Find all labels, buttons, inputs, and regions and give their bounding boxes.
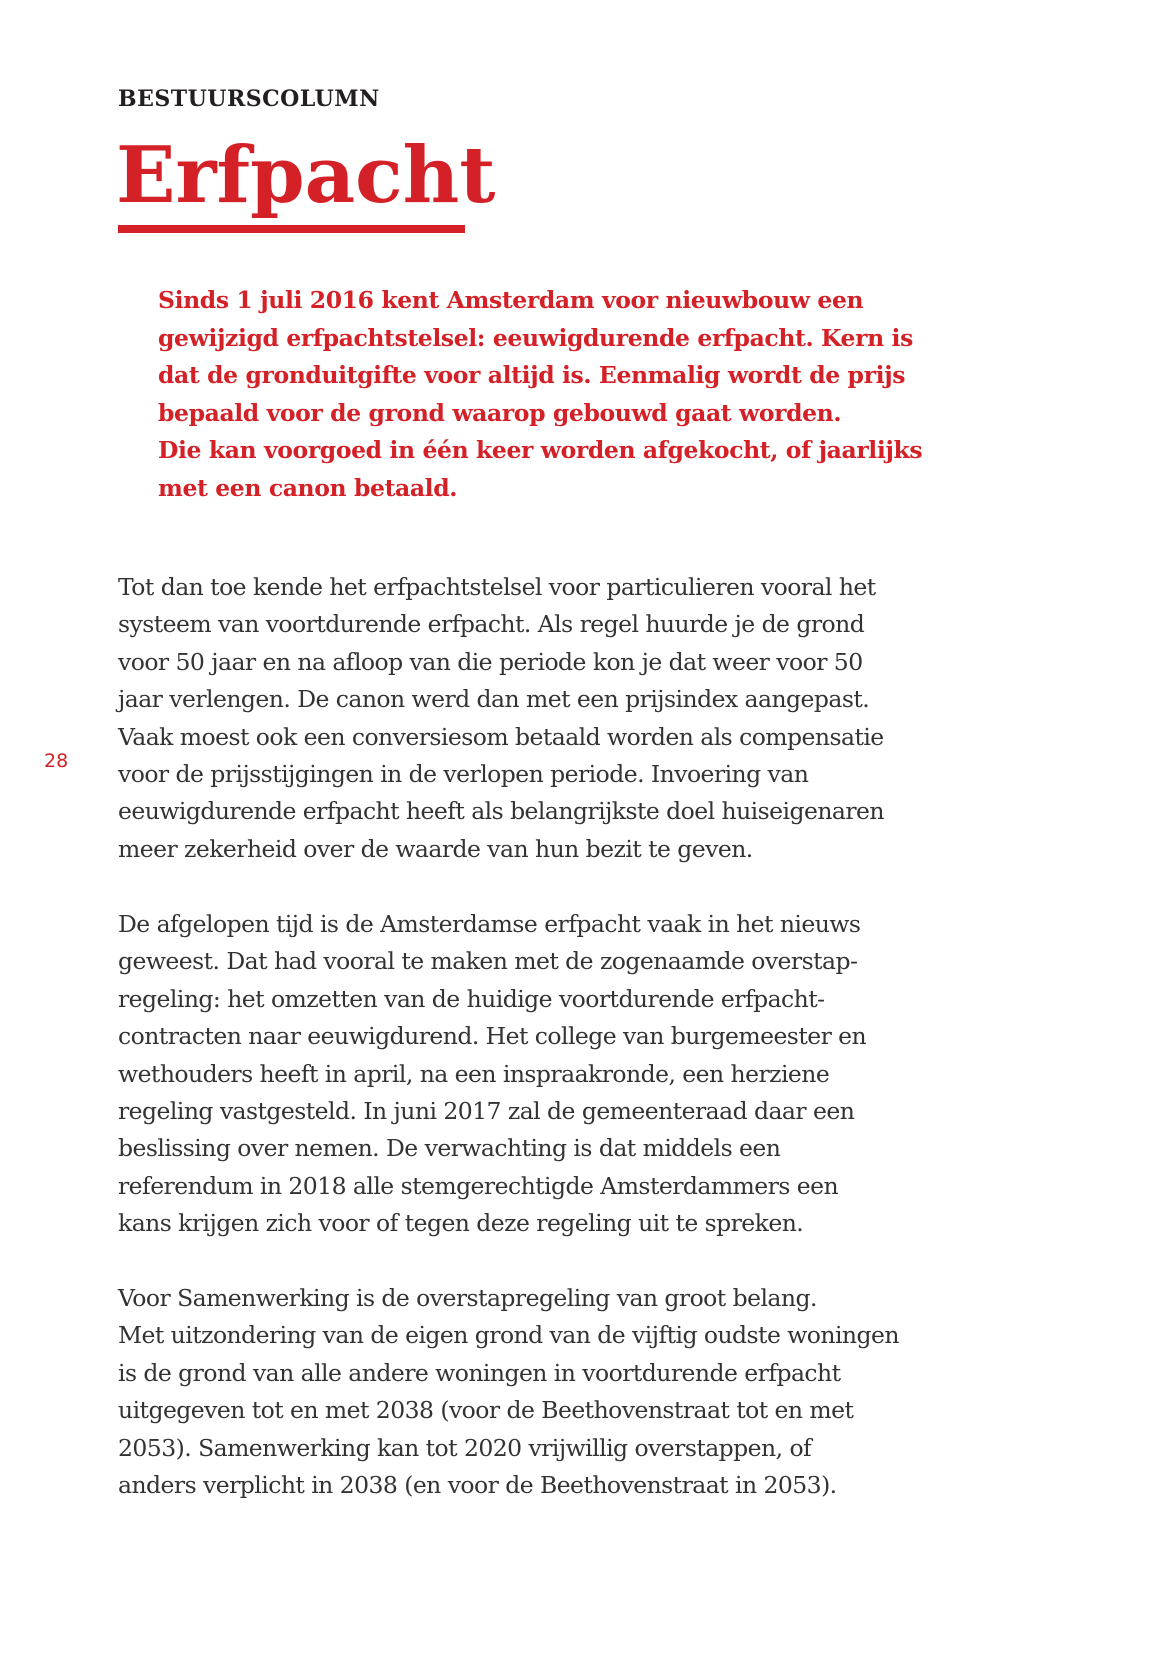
body-line: contracten naar eeuwigdurend. Het college van burgemeester en	[118, 1022, 867, 1051]
page-number: 28	[44, 750, 69, 772]
body-line: meer zekerheid over de waarde van hun bezit te geven.	[118, 834, 753, 863]
body-line: beslissing over nemen. De verwachting is dat middels een	[118, 1134, 781, 1163]
body-line: anders verplicht in 2038 (en voor de Beethovenstraat in 2053).	[118, 1471, 837, 1500]
body-line: voor 50 jaar en na afloop van die periode kon je dat weer voor 50	[118, 647, 863, 676]
lead-line: gewijzigd erfpachtstelsel: eeuwigdurende erfpacht. Kern is	[158, 323, 913, 352]
body-line: regeling vastgesteld. In juni 2017 zal de gemeenteraad daar een	[118, 1097, 855, 1126]
body-line: kans krijgen zich voor of tegen deze regeling uit te spreken.	[118, 1209, 804, 1238]
body-line: Vaak moest ook een conversiesom betaald worden als compensatie	[118, 722, 884, 751]
body-line: systeem van voortdurende erfpacht. Als regel huurde je de grond	[118, 610, 865, 639]
body-line: wethouders heeft in april, na een inspraakronde, een herziene	[118, 1059, 830, 1088]
lead-line: bepaald voor de grond waarop gebouwd gaat worden.	[158, 398, 842, 427]
body-paragraph-1	[118, 569, 1018, 868]
section-kicker: BESTUURSCOLUMN	[118, 86, 380, 112]
body-line: Tot dan toe kende het erfpachtstelsel voor particulieren vooral het	[118, 573, 876, 601]
body-line: voor de prijsstijgingen in de verlopen periode. Invoering van	[118, 760, 809, 789]
body-line: eeuwigdurende erfpacht heeft als belangrijkste doel huiseigenaren	[118, 797, 885, 826]
body-line: geweest. Dat had vooral te maken met de zogenaamde overstap-	[118, 947, 858, 976]
lead-line: met een canon betaald.	[158, 473, 458, 502]
body-line: Met uitzondering van de eigen grond van de vijftig oudste woningen	[118, 1321, 899, 1350]
body-line: 2053). Samenwerking kan tot 2020 vrijwillig overstappen, of	[118, 1433, 812, 1462]
body-line: jaar verlengen. De canon werd dan met een prijsindex aangepast.	[118, 685, 870, 714]
lead-line: Sinds 1 juli 2016 kent Amsterdam voor nieuwbouw een	[158, 286, 864, 314]
body-line: is de grond van alle andere woningen in voortdurende erfpacht	[118, 1358, 841, 1387]
title-block	[116, 128, 495, 224]
title-underline	[118, 225, 465, 233]
body-paragraph-2	[118, 906, 1018, 1243]
lead-paragraph	[158, 282, 988, 508]
body-line: De afgelopen tijd is de Amsterdamse erfpacht vaak in het nieuws	[118, 910, 861, 938]
body-line: Voor Samenwerking is de overstapregeling van groot belang.	[118, 1284, 817, 1312]
lead-line: Die kan voorgoed in één keer worden afgekocht, of jaarlijks	[158, 436, 923, 465]
page-title: Erfpacht	[116, 130, 496, 221]
body-line: referendum in 2018 alle stemgerechtigde Amsterdammers een	[118, 1171, 839, 1200]
body-line: regeling: het omzetten van de huidige voortdurende erfpacht-	[118, 984, 825, 1013]
lead-line: dat de gronduitgifte voor altijd is. Eenmalig wordt de prijs	[158, 361, 906, 390]
body-line: uitgegeven tot en met 2038 (voor de Beethovenstraat tot en met	[118, 1396, 854, 1425]
body-paragraph-3	[118, 1280, 1018, 1504]
